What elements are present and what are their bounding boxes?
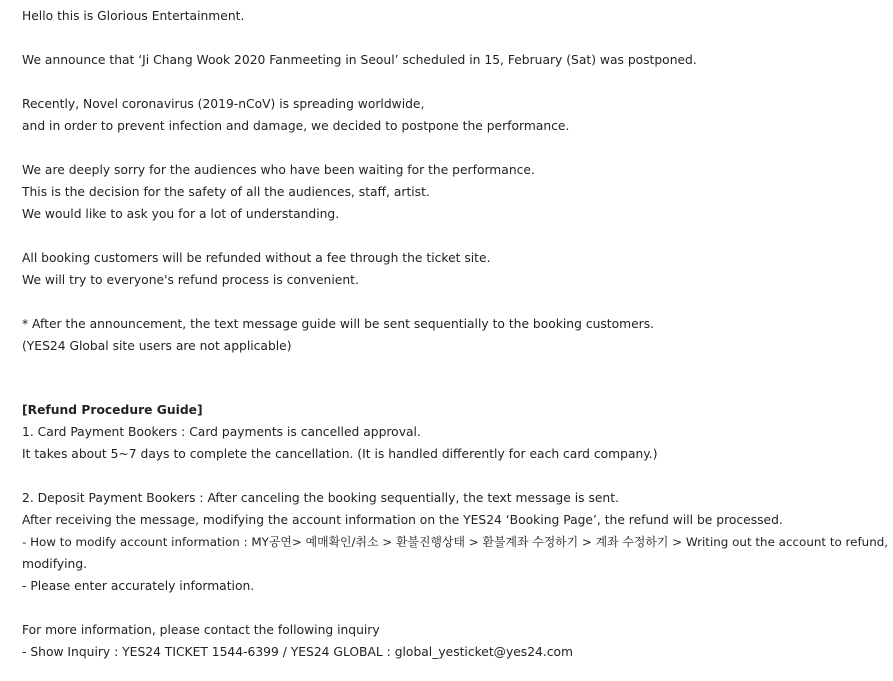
accuracy-note: - Please enter accurately information.: [22, 579, 255, 593]
modify-account-line-2: modifying.: [22, 557, 88, 571]
sms-exception: (YES24 Global site users are not applicable): [22, 339, 292, 353]
apology-line-1: We are deeply sorry for the audiences who have been waiting for the performance.: [22, 163, 535, 177]
card-payment-line-1: 1. Card Payment Bookers : Card payments is cancelled approval.: [22, 425, 421, 439]
spacer: [22, 465, 890, 487]
apology-line-2: This is the decision for the safety of all the audiences, staff, artist.: [22, 185, 430, 199]
announcement-text: We announce that ‘Ji Chang Wook 2020 Fanmeeting in Seoul’ scheduled in 15, February (Sat) was postponed.: [22, 53, 697, 67]
sms-note: * After the announcement, the text message guide will be sent sequentially to the booking customers.: [22, 317, 655, 331]
spacer: [22, 597, 890, 619]
refund-guide-heading: [Refund Procedure Guide]: [22, 403, 203, 417]
deposit-payment-line-2: After receiving the message, modifying the account information on the YES24 ‘Booking Page’, the refund will be processed.: [22, 513, 783, 527]
spacer: [22, 137, 890, 159]
refund-line-1: All booking customers will be refunded without a fee through the ticket site.: [22, 251, 491, 265]
deposit-payment-line-1: 2. Deposit Payment Bookers : After canceling the booking sequentially, the text message is sent.: [22, 491, 619, 505]
spacer: [22, 225, 890, 247]
apology-line-3: We would like to ask you for a lot of understanding.: [22, 207, 340, 221]
spacer: [22, 71, 890, 93]
reason-line-2: and in order to prevent infection and damage, we decided to postpone the performance.: [22, 119, 570, 133]
contact-line-1: For more information, please contact the following inquiry: [22, 623, 380, 637]
spacer: [22, 291, 890, 313]
greeting-text: Hello this is Glorious Entertainment.: [22, 9, 245, 23]
spacer: [22, 27, 890, 49]
refund-line-2: We will try to everyone's refund process is convenient.: [22, 273, 359, 287]
contact-line-2: - Show Inquiry : YES24 TICKET 1544-6399 / YES24 GLOBAL : global_yesticket@yes24.com: [22, 645, 574, 659]
spacer: [22, 357, 890, 399]
reason-line-1: Recently, Novel coronavirus (2019-nCoV) is spreading worldwide,: [22, 97, 425, 111]
card-payment-line-2: It takes about 5~7 days to complete the cancellation. (It is handled differently for each card company.): [22, 447, 658, 461]
modify-account-line-1: - How to modify account information : MY공연> 예매확인/취소 > 환불진행상태 > 환불계좌 수정하기 > 계좌 수정하기 > Writing out the account to refund,: [22, 535, 889, 549]
notice-body: [22, 5, 890, 663]
